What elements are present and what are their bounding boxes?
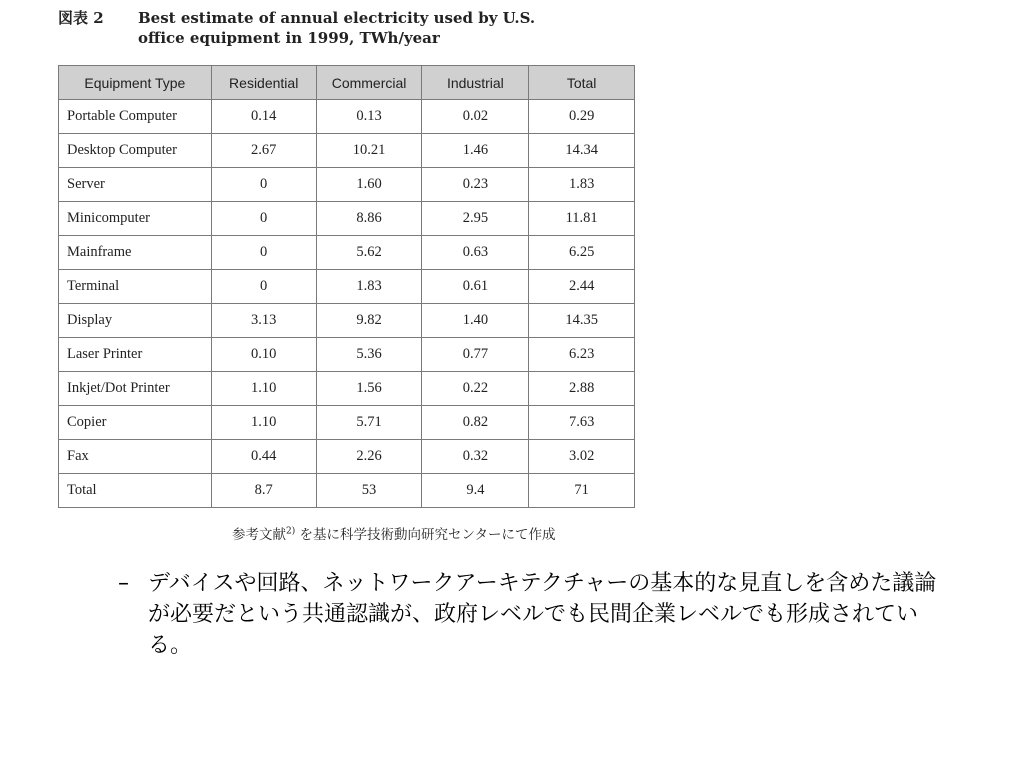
figure-title-line-1: Best estimate of annual electricity used by U.S. — [138, 9, 536, 27]
table-cell: 8.86 — [316, 202, 422, 236]
table-row — [59, 304, 635, 338]
table-row — [59, 440, 635, 474]
table-cell: 5.71 — [316, 406, 422, 440]
table-row — [59, 168, 635, 202]
table-row — [59, 100, 635, 134]
table-cell: 0 — [211, 202, 316, 236]
table-cell: 11.81 — [529, 202, 635, 236]
table-cell: 0.44 — [211, 440, 316, 474]
table-cell: 1.60 — [316, 168, 422, 202]
table-cell: 6.23 — [529, 338, 635, 372]
table-cell: 0.10 — [211, 338, 316, 372]
table-cell: 0.61 — [422, 270, 529, 304]
table-cell: 2.95 — [422, 202, 529, 236]
row-label-cell: Fax — [59, 440, 212, 474]
table-row — [59, 202, 635, 236]
table-cell: 9.4 — [422, 474, 529, 508]
table-row — [59, 406, 635, 440]
header-equipment-type: Equipment Type — [59, 66, 212, 100]
table-cell: 0.77 — [422, 338, 529, 372]
table-cell: 0.82 — [422, 406, 529, 440]
table-cell: 1.56 — [316, 372, 422, 406]
table-cell: 0 — [211, 236, 316, 270]
table-row — [59, 236, 635, 270]
source-note-suffix: を基に科学技術動向研究センターにて作成 — [295, 527, 556, 543]
table-cell: 0 — [211, 168, 316, 202]
table-cell: 0.14 — [211, 100, 316, 134]
table-cell: 0.63 — [422, 236, 529, 270]
row-label-cell: Copier — [59, 406, 212, 440]
table-cell: 14.35 — [529, 304, 635, 338]
table-cell: 2.67 — [211, 134, 316, 168]
table-cell: 1.40 — [422, 304, 529, 338]
row-label-cell: Terminal — [59, 270, 212, 304]
table-row — [59, 338, 635, 372]
figure-label: 図表 2 — [58, 9, 104, 27]
table-cell: 1.46 — [422, 134, 529, 168]
table-cell: 71 — [529, 474, 635, 508]
table-cell: 9.82 — [316, 304, 422, 338]
table-cell: 2.26 — [316, 440, 422, 474]
table-cell: 3.13 — [211, 304, 316, 338]
figure-title-line-2: office equipment in 1999, TWh/year — [138, 29, 440, 47]
header-residential: Residential — [211, 66, 316, 100]
table-cell: 0 — [211, 270, 316, 304]
header-industrial: Industrial — [422, 66, 529, 100]
row-label-cell: Laser Printer — [59, 338, 212, 372]
electricity-table — [58, 65, 635, 508]
table-cell: 1.83 — [316, 270, 422, 304]
table-body — [59, 100, 635, 508]
row-label-cell: Minicomputer — [59, 202, 212, 236]
table-cell: 0.22 — [422, 372, 529, 406]
table-cell: 0.23 — [422, 168, 529, 202]
row-label-cell: Total — [59, 474, 212, 508]
header-commercial: Commercial — [316, 66, 422, 100]
table-cell: 2.88 — [529, 372, 635, 406]
row-label-cell: Server — [59, 168, 212, 202]
table-cell: 0.29 — [529, 100, 635, 134]
table-cell: 0.13 — [316, 100, 422, 134]
row-label-cell: Inkjet/Dot Printer — [59, 372, 212, 406]
table-row — [59, 270, 635, 304]
table-cell: 53 — [316, 474, 422, 508]
table-cell: 5.62 — [316, 236, 422, 270]
table-cell: 0.32 — [422, 440, 529, 474]
table-cell: 14.34 — [529, 134, 635, 168]
table-cell: 5.36 — [316, 338, 422, 372]
table-row — [59, 474, 635, 508]
table-cell: 1.10 — [211, 406, 316, 440]
source-note-ref: 2) — [286, 526, 296, 537]
table-row — [59, 372, 635, 406]
figure-title — [138, 8, 598, 48]
table-cell: 0.02 — [422, 100, 529, 134]
table-row — [59, 134, 635, 168]
bullet-dash: – — [118, 571, 129, 596]
table-cell: 8.7 — [211, 474, 316, 508]
header-total: Total — [529, 66, 635, 100]
row-label-cell: Mainframe — [59, 236, 212, 270]
bullet-text: デバイスや回路、ネットワークアーキテクチャーの基本的な見直しを含めた議論が必要だという共通認識が、政府レベルでも民間企業レベルでも形成されている。 — [148, 571, 937, 658]
table-cell: 10.21 — [316, 134, 422, 168]
source-note — [232, 523, 556, 543]
table-header-row — [59, 66, 635, 100]
row-label-cell: Desktop Computer — [59, 134, 212, 168]
figure-caption — [58, 8, 598, 48]
source-note-prefix: 参考文献 — [232, 527, 286, 543]
table-cell: 3.02 — [529, 440, 635, 474]
table-cell: 1.83 — [529, 168, 635, 202]
row-label-cell: Portable Computer — [59, 100, 212, 134]
bullet-point — [118, 568, 938, 661]
table-cell: 7.63 — [529, 406, 635, 440]
table-cell: 6.25 — [529, 236, 635, 270]
table-cell: 2.44 — [529, 270, 635, 304]
table-cell: 1.10 — [211, 372, 316, 406]
row-label-cell: Display — [59, 304, 212, 338]
